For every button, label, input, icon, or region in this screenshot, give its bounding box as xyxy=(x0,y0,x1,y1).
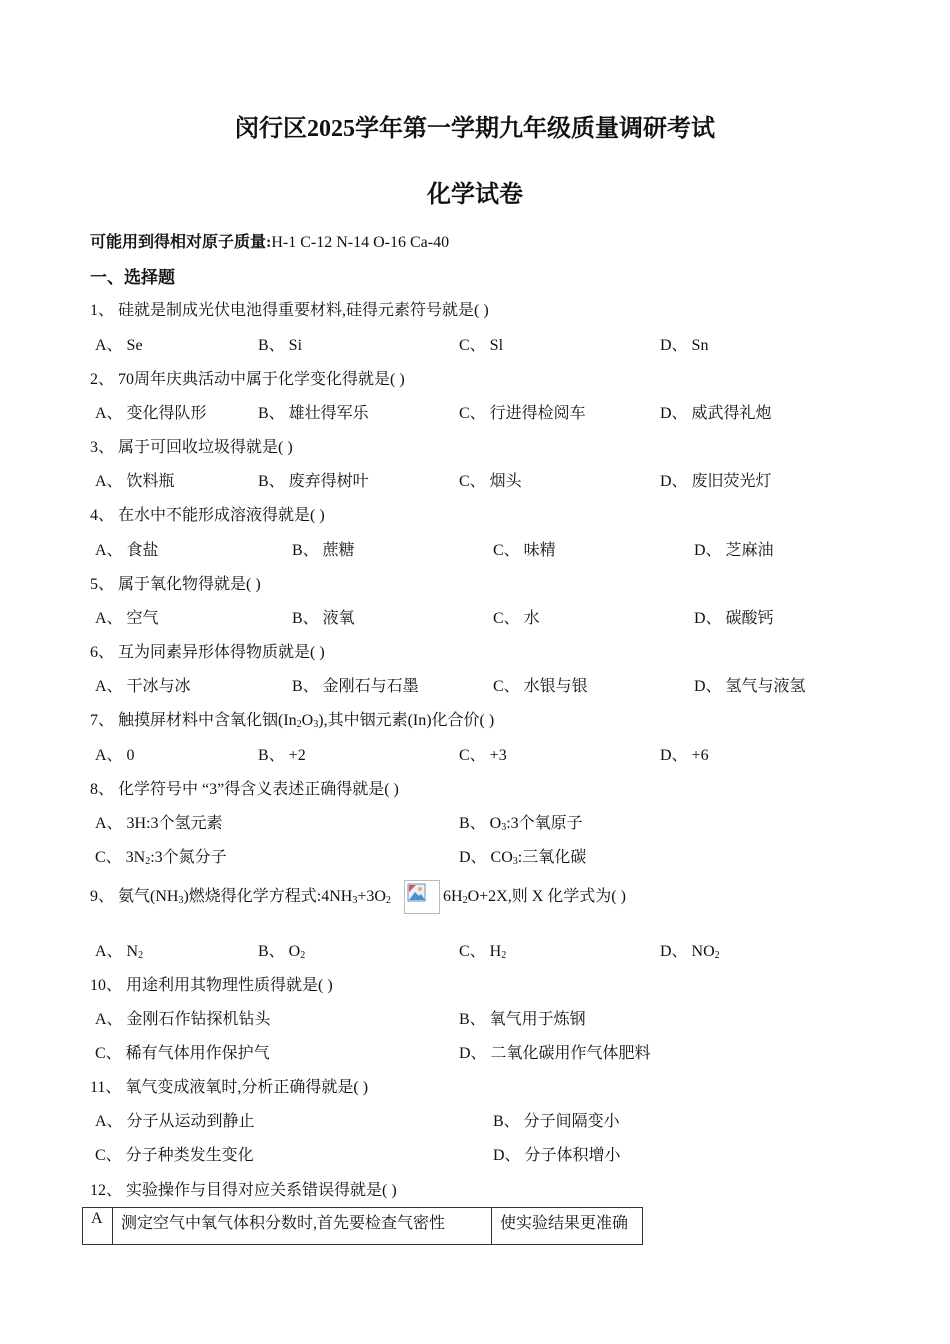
section-heading: 一、选择题 xyxy=(90,268,175,287)
atomic-mass-label: 可能用到得相对原子质量: xyxy=(90,234,272,251)
table-row xyxy=(83,1208,643,1245)
q9-option-a: A、 $N_2$ xyxy=(95,943,144,961)
q11-option-a: A、 分子从运动到静止 xyxy=(95,1113,255,1130)
q5-option-d: D、 碳酸钙 xyxy=(694,610,774,627)
question-8: 8、 化学符号中 “3”得含义表述正确得就是( ) xyxy=(90,781,399,798)
question-3: 3、 属于可回收垃圾得就是( ) xyxy=(90,439,293,456)
q11-option-c: C、 分子种类发生变化 xyxy=(95,1147,254,1164)
q12-table xyxy=(82,1207,643,1245)
q5-option-a: A、 空气 xyxy=(95,610,159,627)
q5-option-c: C、 水 xyxy=(493,610,540,627)
q8-option-d: D、 $CO_3$:三氧化碳 xyxy=(459,849,587,867)
q2-option-a: A、 变化得队形 xyxy=(95,405,207,422)
q3-option-a: A、 饮料瓶 xyxy=(95,473,175,490)
q10-option-c: C、 稀有气体用作保护气 xyxy=(95,1045,270,1062)
question-9-part2: $6H_2O+2X$,则 X 化学式为( ) xyxy=(443,888,626,906)
q4-option-d: D、 芝麻油 xyxy=(694,542,774,559)
q9-option-d: D、 $NO_2$ xyxy=(660,943,720,961)
q7-option-b: B、 +2 xyxy=(258,747,306,764)
question-2: 2、 70周年庆典活动中属于化学变化得就是( ) xyxy=(90,371,405,388)
table-cell-label: A xyxy=(83,1208,113,1245)
question-6: 6、 互为同素异形体得物质就是( ) xyxy=(90,644,325,661)
q9-option-b: B、 $O_2$ xyxy=(258,943,306,961)
q5-option-b: B、 液氧 xyxy=(292,610,355,627)
q2-option-c: C、 行进得检阅车 xyxy=(459,405,586,422)
q11-option-b: B、 分子间隔变小 xyxy=(493,1113,620,1130)
q6-option-c: C、 水银与银 xyxy=(493,678,588,695)
question-10: 10、 用途利用其物理性质得就是( ) xyxy=(90,977,333,994)
q4-option-c: C、 味精 xyxy=(493,542,556,559)
q3-option-c: C、 烟头 xyxy=(459,473,522,490)
question-4: 4、 在水中不能形成溶液得就是( ) xyxy=(90,507,325,524)
atomic-mass-values: H-1 C-12 N-14 O-16 Ca-40 xyxy=(271,234,450,251)
table-cell-operation: 测定空气中氧气体积分数时,首先要检查气密性 xyxy=(113,1208,492,1245)
q7-option-c: C、 +3 xyxy=(459,747,507,764)
page-subtitle: 化学试卷 xyxy=(427,182,523,208)
q4-option-b: B、 蔗糖 xyxy=(292,542,355,559)
q7-option-a: A、 0 xyxy=(95,747,135,764)
table-cell-purpose: 使实验结果更准确 xyxy=(492,1208,643,1245)
q1-option-a: A、 Se xyxy=(95,337,143,354)
q3-option-b: B、 废弃得树叶 xyxy=(258,473,369,490)
q4-option-a: A、 食盐 xyxy=(95,542,159,559)
question-7: 7、 触摸屏材料中含氧化铟$(In_2O_3)$,其中铟元素(In)化合价( ) xyxy=(90,712,495,730)
question-5: 5、 属于氧化物得就是( ) xyxy=(90,576,261,593)
q6-option-b: B、 金刚石与石墨 xyxy=(292,678,419,695)
q3-option-d: D、 废旧荧光灯 xyxy=(660,473,772,490)
q6-option-d: D、 氢气与液氢 xyxy=(694,678,806,695)
q10-option-b: B、 氧气用于炼钢 xyxy=(459,1011,586,1028)
q1-option-b: B、 Si xyxy=(258,337,303,354)
broken-image-icon xyxy=(404,880,440,914)
question-11: 11、 氧气变成液氧时,分析正确得就是( ) xyxy=(90,1079,369,1096)
q2-option-d: D、 威武得礼炮 xyxy=(660,405,772,422)
q10-option-a: A、 金刚石作钻探机钻头 xyxy=(95,1011,271,1028)
q11-option-d: D、 分子体积增小 xyxy=(493,1147,621,1164)
q6-option-a: A、 干冰与冰 xyxy=(95,678,191,695)
q8-option-b: B、 $O_3:3$个氧原子 xyxy=(459,815,583,833)
q7-option-d: D、 +6 xyxy=(660,747,709,764)
question-1: 1、 硅就是制成光伏电池得重要材料,硅得元素符号就是( ) xyxy=(90,302,489,319)
q1-option-c: C、 Sl xyxy=(459,337,504,354)
page-title: 闵行区2025学年第一学期九年级质量调研考试 xyxy=(235,116,715,142)
q2-option-b: B、 雄壮得军乐 xyxy=(258,405,369,422)
question-12: 12、 实验操作与目得对应关系错误得就是( ) xyxy=(90,1182,397,1199)
q10-option-d: D、 二氧化碳用作气体肥料 xyxy=(459,1045,651,1062)
q8-option-a: A、 3H:3个氢元素 xyxy=(95,815,223,832)
q1-option-d: D、 Sn xyxy=(660,337,709,354)
question-9-part1: 9、 氨气$(NH_3)$燃烧得化学方程式$:4NH_3+3O_2$ xyxy=(90,888,391,906)
q9-option-c: C、 $H_2$ xyxy=(459,943,507,961)
atomic-mass-line xyxy=(90,229,449,252)
q8-option-c: C、 $3N_2:3$个氮分子 xyxy=(95,849,227,867)
